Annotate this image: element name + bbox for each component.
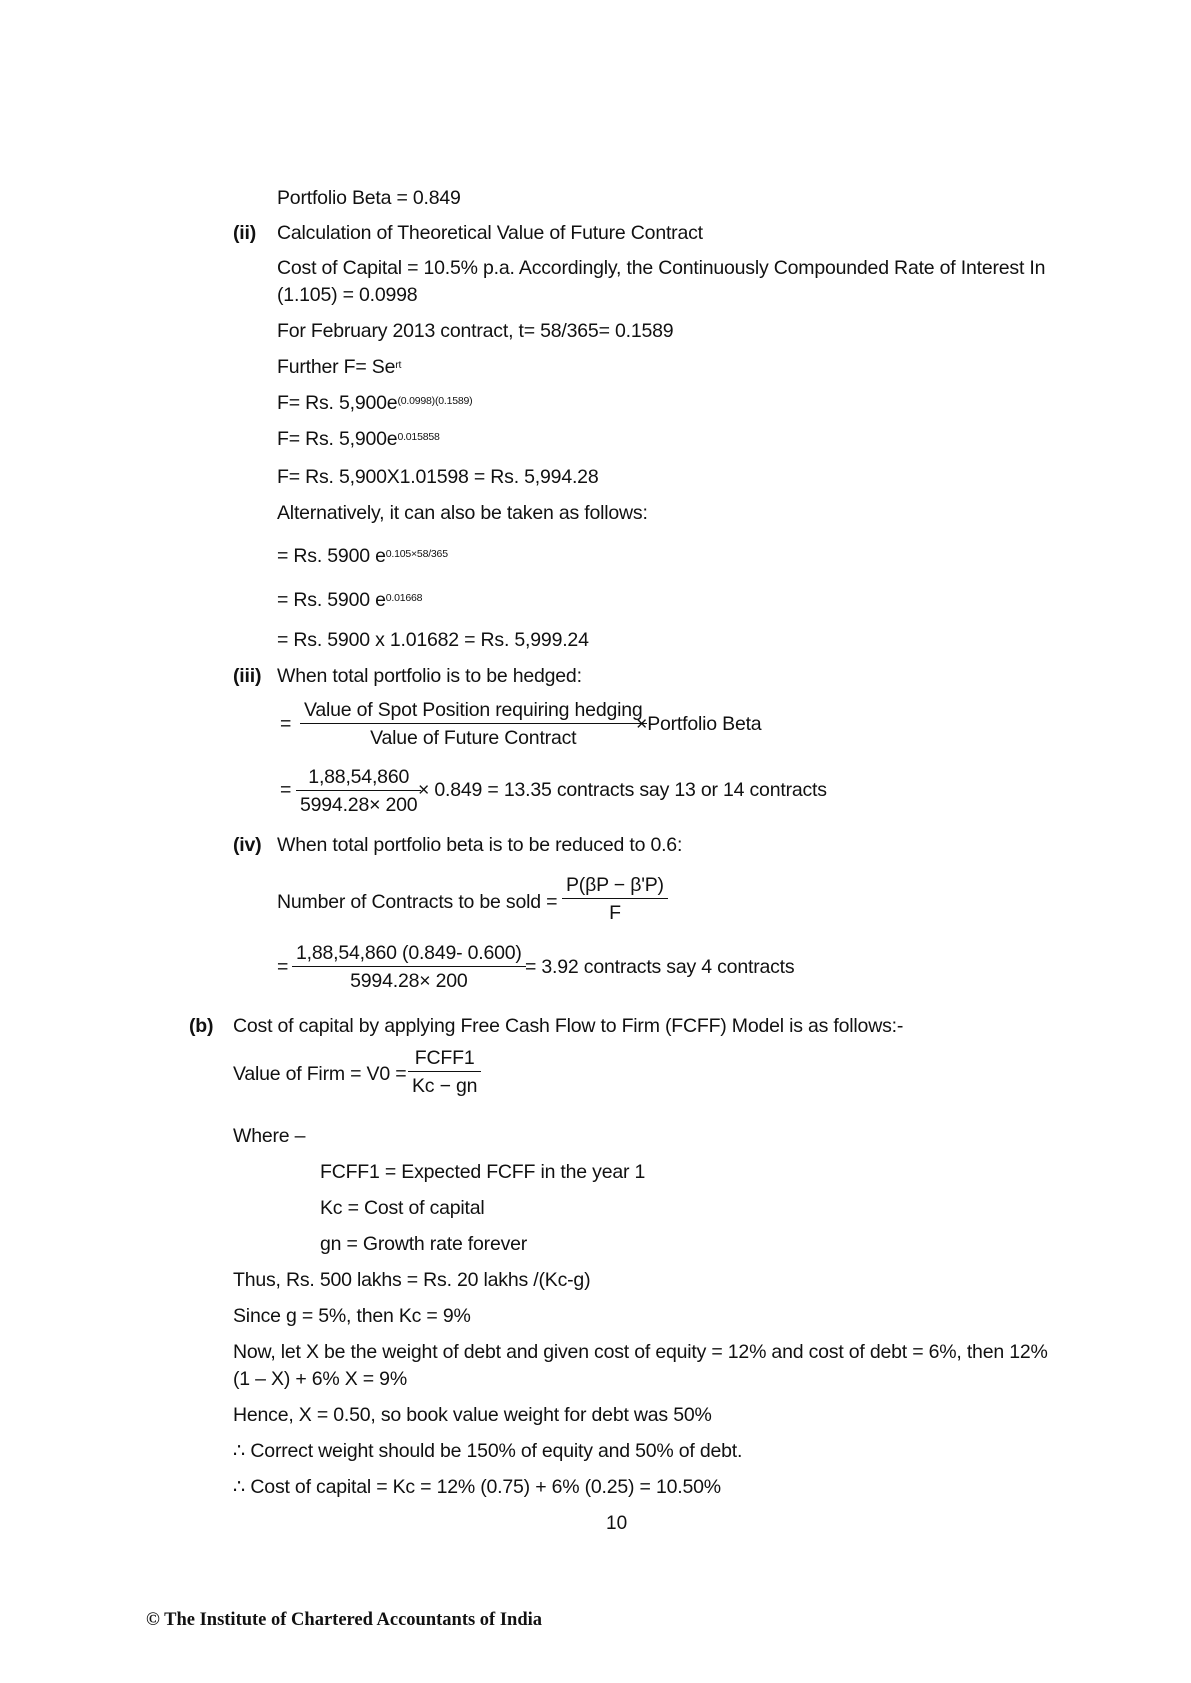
correct-weight-line: ∴ Correct weight should be 150% of equity and 50% of debt. <box>233 1440 743 1462</box>
definition-fcff: FCFF1 = Expected FCFF in the year 1 <box>320 1161 646 1183</box>
eq2-denominator: 5994.28× 200 <box>300 794 418 816</box>
value-of-firm-fraction <box>408 1045 481 1100</box>
since-line: Since g = 5%, then Kc = 9% <box>233 1305 471 1327</box>
section-iii-label: (iii) <box>233 665 262 687</box>
alternatively-line: Alternatively, it can also be taken as follows: <box>277 502 648 524</box>
eq2-rhs: × 0.849 = 13.35 contracts say 13 or 14 contracts <box>418 779 827 801</box>
alt-equation-3: = Rs. 5900 x 1.01682 = Rs. 5,999.24 <box>277 629 589 651</box>
section-b-title: Cost of capital by applying Free Cash Flow to Firm (FCFF) Model is as follows:- <box>233 1015 904 1037</box>
page-number: 10 <box>606 1513 628 1534</box>
eq2-fraction <box>296 764 421 819</box>
eq3-fraction <box>292 940 526 995</box>
now-line-a: Now, let X be the weight of debt and given cost of equity = 12% and cost of debt = 6%, then 12% <box>233 1341 1048 1363</box>
f-equation-1-exponent: (0.0998)(0.1589) <box>397 395 473 407</box>
where-label: Where – <box>233 1125 306 1147</box>
alt-equation-1-text: = Rs. 5900 e <box>277 545 386 567</box>
alt-equation-1-exponent: 0.105×58/365 <box>385 548 448 560</box>
eq1-lhs: = <box>280 713 292 735</box>
cost-capital-line-b: (1.105) = 0.0998 <box>277 284 418 306</box>
f-equation-2-exponent: 0.015858 <box>397 431 440 443</box>
thus-line: Thus, Rs. 500 lakhs = Rs. 20 lakhs /(Kc-g) <box>233 1269 591 1291</box>
alt-equation-2-text: = Rs. 5900 e <box>277 589 386 611</box>
value-of-firm-numerator: FCFF1 <box>408 1045 481 1072</box>
eq1-rhs: ×Portfolio Beta <box>636 713 762 735</box>
contracts-denominator: F <box>609 902 621 924</box>
eq1-fraction <box>300 697 647 752</box>
eq3-rhs: = 3.92 contracts say 4 contracts <box>525 956 795 978</box>
contracts-fraction <box>562 872 668 927</box>
february-contract-line: For February 2013 contract, t= 58/365= 0.1589 <box>277 320 674 342</box>
f-equation-2-text: F= Rs. 5,900e <box>277 428 398 450</box>
eq2-lhs: = <box>280 779 292 801</box>
further-f-text: Further F= Se <box>277 356 396 378</box>
contracts-label: Number of Contracts to be sold = <box>277 891 558 913</box>
eq1-numerator: Value of Spot Position requiring hedging <box>300 697 647 724</box>
contracts-numerator: P(βP − β'P) <box>562 872 668 899</box>
cost-capital-line-a: Cost of Capital = 10.5% p.a. Accordingly, the Continuously Compounded Rate of Interest In <box>277 257 1046 279</box>
f-equation-2 <box>277 427 440 451</box>
section-b-label: (b) <box>189 1015 214 1037</box>
further-f-line <box>277 355 401 379</box>
section-iv-title: When total portfolio beta is to be reduced to 0.6: <box>277 834 683 856</box>
section-iv-label: (iv) <box>233 834 262 856</box>
eq3-numerator: 1,88,54,860 (0.849- 0.600) <box>292 940 526 967</box>
now-line-b: (1 – X) + 6% X = 9% <box>233 1368 407 1390</box>
definition-kc: Kc = Cost of capital <box>320 1197 485 1219</box>
portfolio-beta-line: Portfolio Beta = 0.849 <box>277 187 461 209</box>
eq1-denominator: Value of Future Contract <box>370 727 577 749</box>
eq2-numerator: 1,88,54,860 <box>296 764 421 791</box>
f-equation-1 <box>277 391 472 415</box>
cost-of-capital-line: ∴ Cost of capital = Kc = 12% (0.75) + 6% (0.25) = 10.50% <box>233 1476 721 1498</box>
further-f-exponent: rt <box>395 359 402 371</box>
f-equation-1-text: F= Rs. 5,900e <box>277 392 398 414</box>
eq3-denominator: 5994.28× 200 <box>350 970 468 992</box>
definition-gn: gn = Growth rate forever <box>320 1233 528 1255</box>
alt-equation-1 <box>277 544 448 568</box>
f-equation-3: F= Rs. 5,900X1.01598 = Rs. 5,994.28 <box>277 466 599 488</box>
section-iii-title: When total portfolio is to be hedged: <box>277 665 582 687</box>
eq3-lhs: = <box>277 956 289 978</box>
alt-equation-2 <box>277 588 422 612</box>
value-of-firm-denominator: Kc − gn <box>412 1075 478 1097</box>
alt-equation-2-exponent: 0.01668 <box>385 592 423 604</box>
section-ii-title: Calculation of Theoretical Value of Future Contract <box>277 222 703 244</box>
footer-copyright: © The Institute of Chartered Accountants of India <box>146 1610 543 1630</box>
value-of-firm-label: Value of Firm = V0 = <box>233 1063 407 1085</box>
section-ii-label: (ii) <box>233 222 257 244</box>
hence-line: Hence, X = 0.50, so book value weight for debt was 50% <box>233 1404 712 1426</box>
